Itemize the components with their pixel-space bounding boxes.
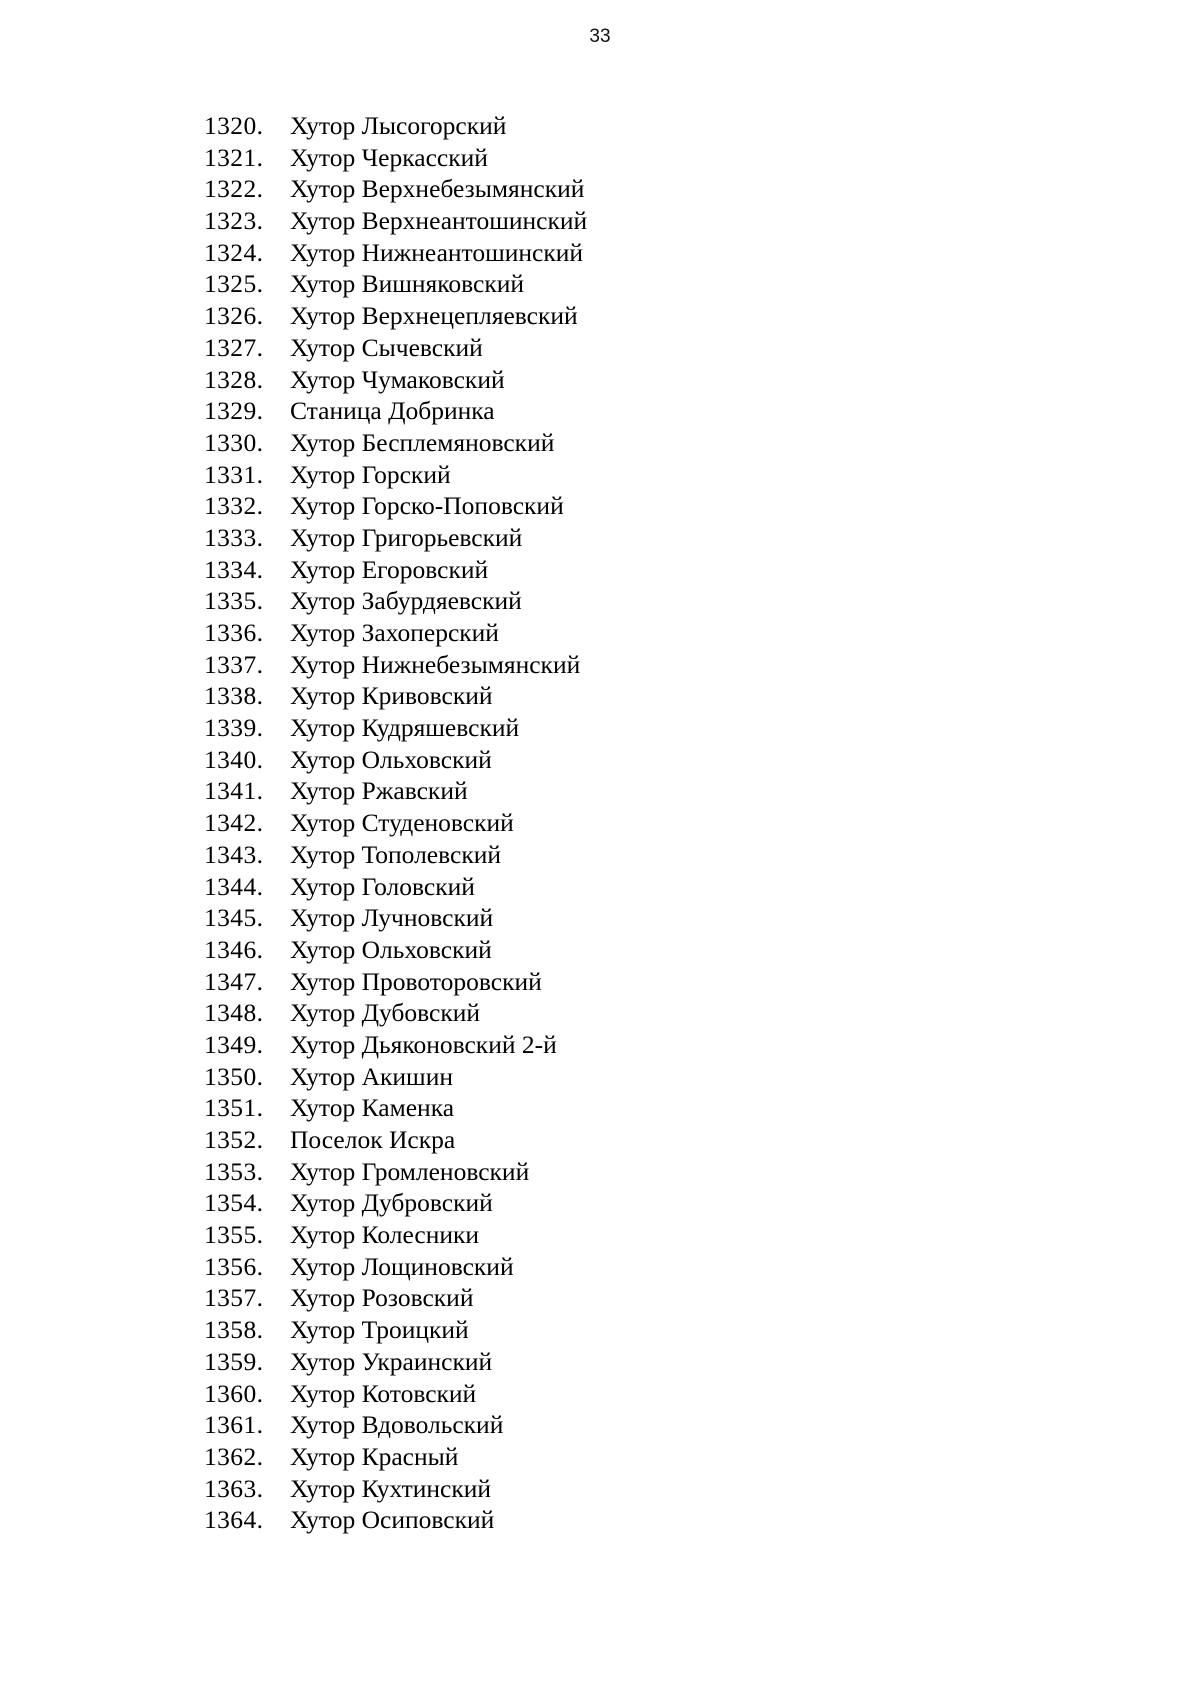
entry-name: Хутор Студеновский bbox=[290, 808, 514, 838]
entry-number: 1359. bbox=[204, 1346, 264, 1376]
entry-number: 1347. bbox=[204, 966, 264, 996]
entry-name: Хутор Ольховский bbox=[290, 934, 492, 964]
entry-name: Хутор Вишняковский bbox=[290, 269, 525, 299]
entry-number: 1330. bbox=[204, 427, 264, 457]
entry-number: 1332. bbox=[204, 491, 264, 521]
entry-name: Хутор Дьяконовский 2-й bbox=[290, 1029, 557, 1059]
entry-name: Хутор Акишин bbox=[290, 1061, 453, 1091]
entry-name: Хутор Верхнеантошинский bbox=[290, 206, 588, 236]
entry-number: 1320. bbox=[204, 111, 264, 140]
entry-number: 1342. bbox=[204, 808, 264, 838]
entry-number: 1364. bbox=[204, 1505, 264, 1535]
entry-name: Хутор Черкасский bbox=[290, 142, 488, 172]
entry-number: 1345. bbox=[204, 903, 264, 933]
entry-name: Хутор Лощиновский bbox=[290, 1251, 514, 1281]
entry-number: 1344. bbox=[204, 871, 264, 901]
entry-number: 1340. bbox=[204, 744, 264, 774]
entry-number: 1360. bbox=[204, 1378, 264, 1408]
entry-name: Хутор Вдовольский bbox=[290, 1410, 504, 1440]
entry-name: Хутор Осиповский bbox=[290, 1505, 495, 1535]
entry-number: 1349. bbox=[204, 1029, 264, 1059]
entry-number: 1326. bbox=[204, 301, 264, 331]
entry-name: Хутор Лучновский bbox=[290, 903, 494, 933]
entry-name: Поселок Искра bbox=[290, 1125, 456, 1154]
entry-name: Хутор Ржавский bbox=[290, 776, 468, 806]
entry-number: 1362. bbox=[204, 1441, 264, 1471]
entry-name: Хутор Горско-Поповский bbox=[290, 491, 564, 521]
entry-number: 1337. bbox=[204, 649, 264, 679]
entry-name: Хутор Колесники bbox=[290, 1220, 480, 1250]
entry-name: Хутор Красный bbox=[290, 1441, 459, 1471]
entry-name: Хутор Горский bbox=[290, 459, 451, 489]
entry-name: Хутор Бесплемяновский bbox=[290, 427, 555, 457]
entry-number: 1357. bbox=[204, 1283, 264, 1313]
entry-number: 1321. bbox=[204, 142, 264, 172]
entry-name: Хутор Тополевский bbox=[290, 839, 502, 869]
entry-name: Хутор Громленовский bbox=[290, 1156, 530, 1186]
entry-name: Хутор Розовский bbox=[290, 1283, 474, 1313]
entry-name: Хутор Провоторовский bbox=[290, 966, 542, 996]
entry-name: Станица Добринка bbox=[290, 396, 495, 426]
entry-number: 1327. bbox=[204, 332, 264, 362]
entry-number: 1325. bbox=[204, 269, 264, 299]
entry-name: Хутор Забурдяевский bbox=[290, 586, 522, 616]
entry-number: 1323. bbox=[204, 206, 264, 236]
entry-name: Хутор Кухтинский bbox=[290, 1473, 491, 1503]
entry-number: 1334. bbox=[204, 554, 264, 584]
entry-name: Хутор Украинский bbox=[290, 1346, 493, 1376]
entry-name: Хутор Лысогорский bbox=[290, 111, 507, 140]
entry-number: 1333. bbox=[204, 522, 264, 552]
entry-number: 1351. bbox=[204, 1093, 264, 1123]
entry-number: 1336. bbox=[204, 618, 264, 647]
entry-name: Хутор Кудряшевский bbox=[290, 713, 520, 743]
entry-name: Хутор Верхнецепляевский bbox=[290, 301, 578, 331]
entry-name: Хутор Котовский bbox=[290, 1378, 477, 1408]
entry-number: 1352. bbox=[204, 1125, 264, 1154]
entry-number: 1348. bbox=[204, 998, 264, 1028]
entry-name: Хутор Кривовский bbox=[290, 681, 493, 711]
entry-name: Хутор Григорьевский bbox=[290, 522, 523, 552]
entry-name: Хутор Нижнебезымянский bbox=[290, 649, 581, 679]
entry-number: 1343. bbox=[204, 839, 264, 869]
entry-name: Хутор Каменка bbox=[290, 1093, 455, 1123]
entry-number: 1358. bbox=[204, 1315, 264, 1345]
entry-number: 1341. bbox=[204, 776, 264, 806]
entry-number: 1354. bbox=[204, 1188, 264, 1218]
entry-number: 1353. bbox=[204, 1156, 264, 1186]
entry-name: Хутор Троицкий bbox=[290, 1315, 469, 1345]
entry-number: 1350. bbox=[204, 1061, 264, 1091]
entry-number: 1329. bbox=[204, 396, 264, 426]
entry-name: Хутор Захоперский bbox=[290, 618, 499, 647]
entry-name: Хутор Верхнебезымянский bbox=[290, 174, 585, 204]
entry-name: Хутор Ольховский bbox=[290, 744, 492, 774]
entry-name: Хутор Головский bbox=[290, 871, 475, 901]
entry-number: 1322. bbox=[204, 174, 264, 204]
entry-number: 1339. bbox=[204, 713, 264, 743]
entry-number: 1363. bbox=[204, 1473, 264, 1503]
entry-name: Хутор Нижнеантошинский bbox=[290, 237, 584, 267]
entry-name: Хутор Сычевский bbox=[290, 332, 483, 362]
entry-number: 1331. bbox=[204, 459, 264, 489]
entry-number: 1338. bbox=[204, 681, 264, 711]
entry-number: 1356. bbox=[204, 1251, 264, 1281]
entry-number: 1335. bbox=[204, 586, 264, 616]
entry-number: 1324. bbox=[204, 237, 264, 267]
entry-name: Хутор Чумаковский bbox=[290, 364, 505, 394]
entry-number: 1361. bbox=[204, 1410, 264, 1440]
entry-number: 1355. bbox=[204, 1220, 264, 1250]
entry-name: Хутор Дубовский bbox=[290, 998, 481, 1028]
page-number: 33 bbox=[589, 26, 611, 47]
entry-number: 1346. bbox=[204, 934, 264, 964]
entry-name: Хутор Дубровский bbox=[290, 1188, 493, 1218]
entry-number: 1328. bbox=[204, 364, 264, 394]
entry-name: Хутор Егоровский bbox=[290, 554, 489, 584]
